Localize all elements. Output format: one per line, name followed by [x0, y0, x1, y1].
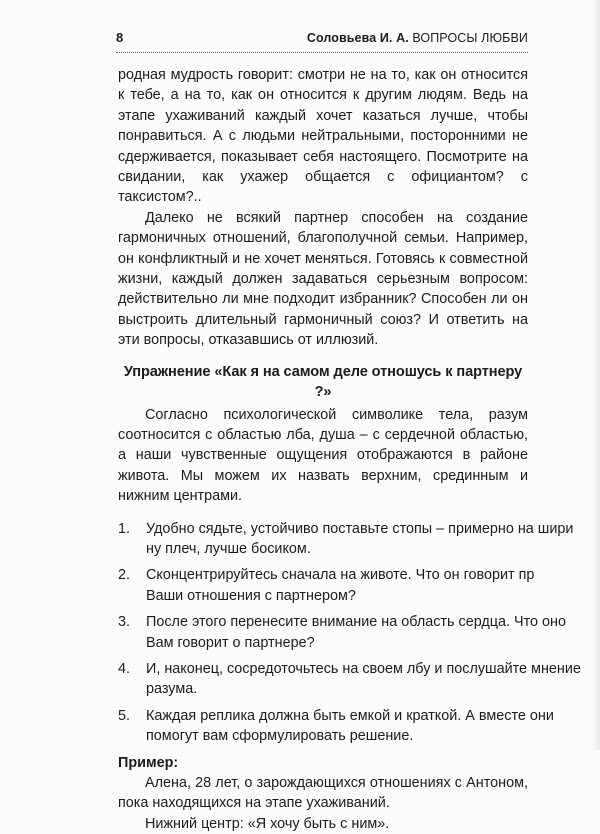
running-title	[307, 31, 528, 45]
paragraph-continued: родная мудрость говорит: смотри не на то, как он относится к тебе, а на то, как он относится к другим людям. Ведь на этапе ухаживаний каждый хочет казаться лучше, чтобы понравиться. А с людьми нейтральными, посторонними не сдерживается, показывает себя настоящего. Посмотрите на свидании, как ухажер общается с официантом? с таксистом?..	[118, 67, 528, 206]
list-item: 1. Удобно сядьте, устойчиво поставьте стопы – примерно на шири ну плеч, лучше босиком.	[118, 520, 574, 557]
example-quote: Нижний центр: «Я хочу быть с ним».	[145, 815, 390, 832]
list-item: 5. Каждая реплика должна быть емкой и краткой. А вместе они помогут вам сформулировать решение.	[118, 707, 554, 745]
exercise-title: Упражнение «Как я на самом деле отношусь к партнеру ?»	[123, 363, 523, 401]
list-item: 3. После этого перенесите внимание на область сердца. Что оно Вам говорит о партнере?	[118, 614, 566, 651]
book-title: ВОПРОСЫ ЛЮБВИ	[412, 31, 528, 45]
page-number: 8	[116, 30, 124, 45]
exercise-intro: Согласно психологической символике тела, разум соотносится с областью лба, душа – с сердечной областью, а наши чувственные ощущения отображаются в районе живота. Мы можем их назвать верхним, срединным и нижним центрами.	[118, 406, 528, 505]
page-edge-shadow	[590, 0, 600, 750]
list-item: 2. Сконцентрируйтесь сначала на животе. Что он говорит пр Ваши отношения с партнером?	[118, 567, 535, 604]
example-title: Пример:	[118, 754, 179, 771]
example-text: Алена, 28 лет, о зарождающихся отношениях с Антоном, пока находящихся на этапе ухаживаний.	[118, 775, 528, 812]
list-item: 4. И, наконец, сосредоточьтесь на своем лбу и послушайте мнение разума.	[118, 660, 581, 698]
author-name: Соловьева И. А.	[306, 31, 409, 45]
paragraph: Далеко не всякий партнер способен на создание гармоничных отношений, благополучной семьи. Например, он конфликтный и не хочет меняться. Готовясь к совместной жизни, каждый должен задаваться серьезным вопросом: действительно ли мне подходит избранник? Способен ли он выстроить длительный гармоничный союз? И ответить на эти вопросы, отказавшись от иллюзий.	[118, 209, 528, 349]
body-text	[118, 65, 581, 834]
page-header	[116, 30, 528, 53]
exercise-steps	[118, 519, 581, 747]
